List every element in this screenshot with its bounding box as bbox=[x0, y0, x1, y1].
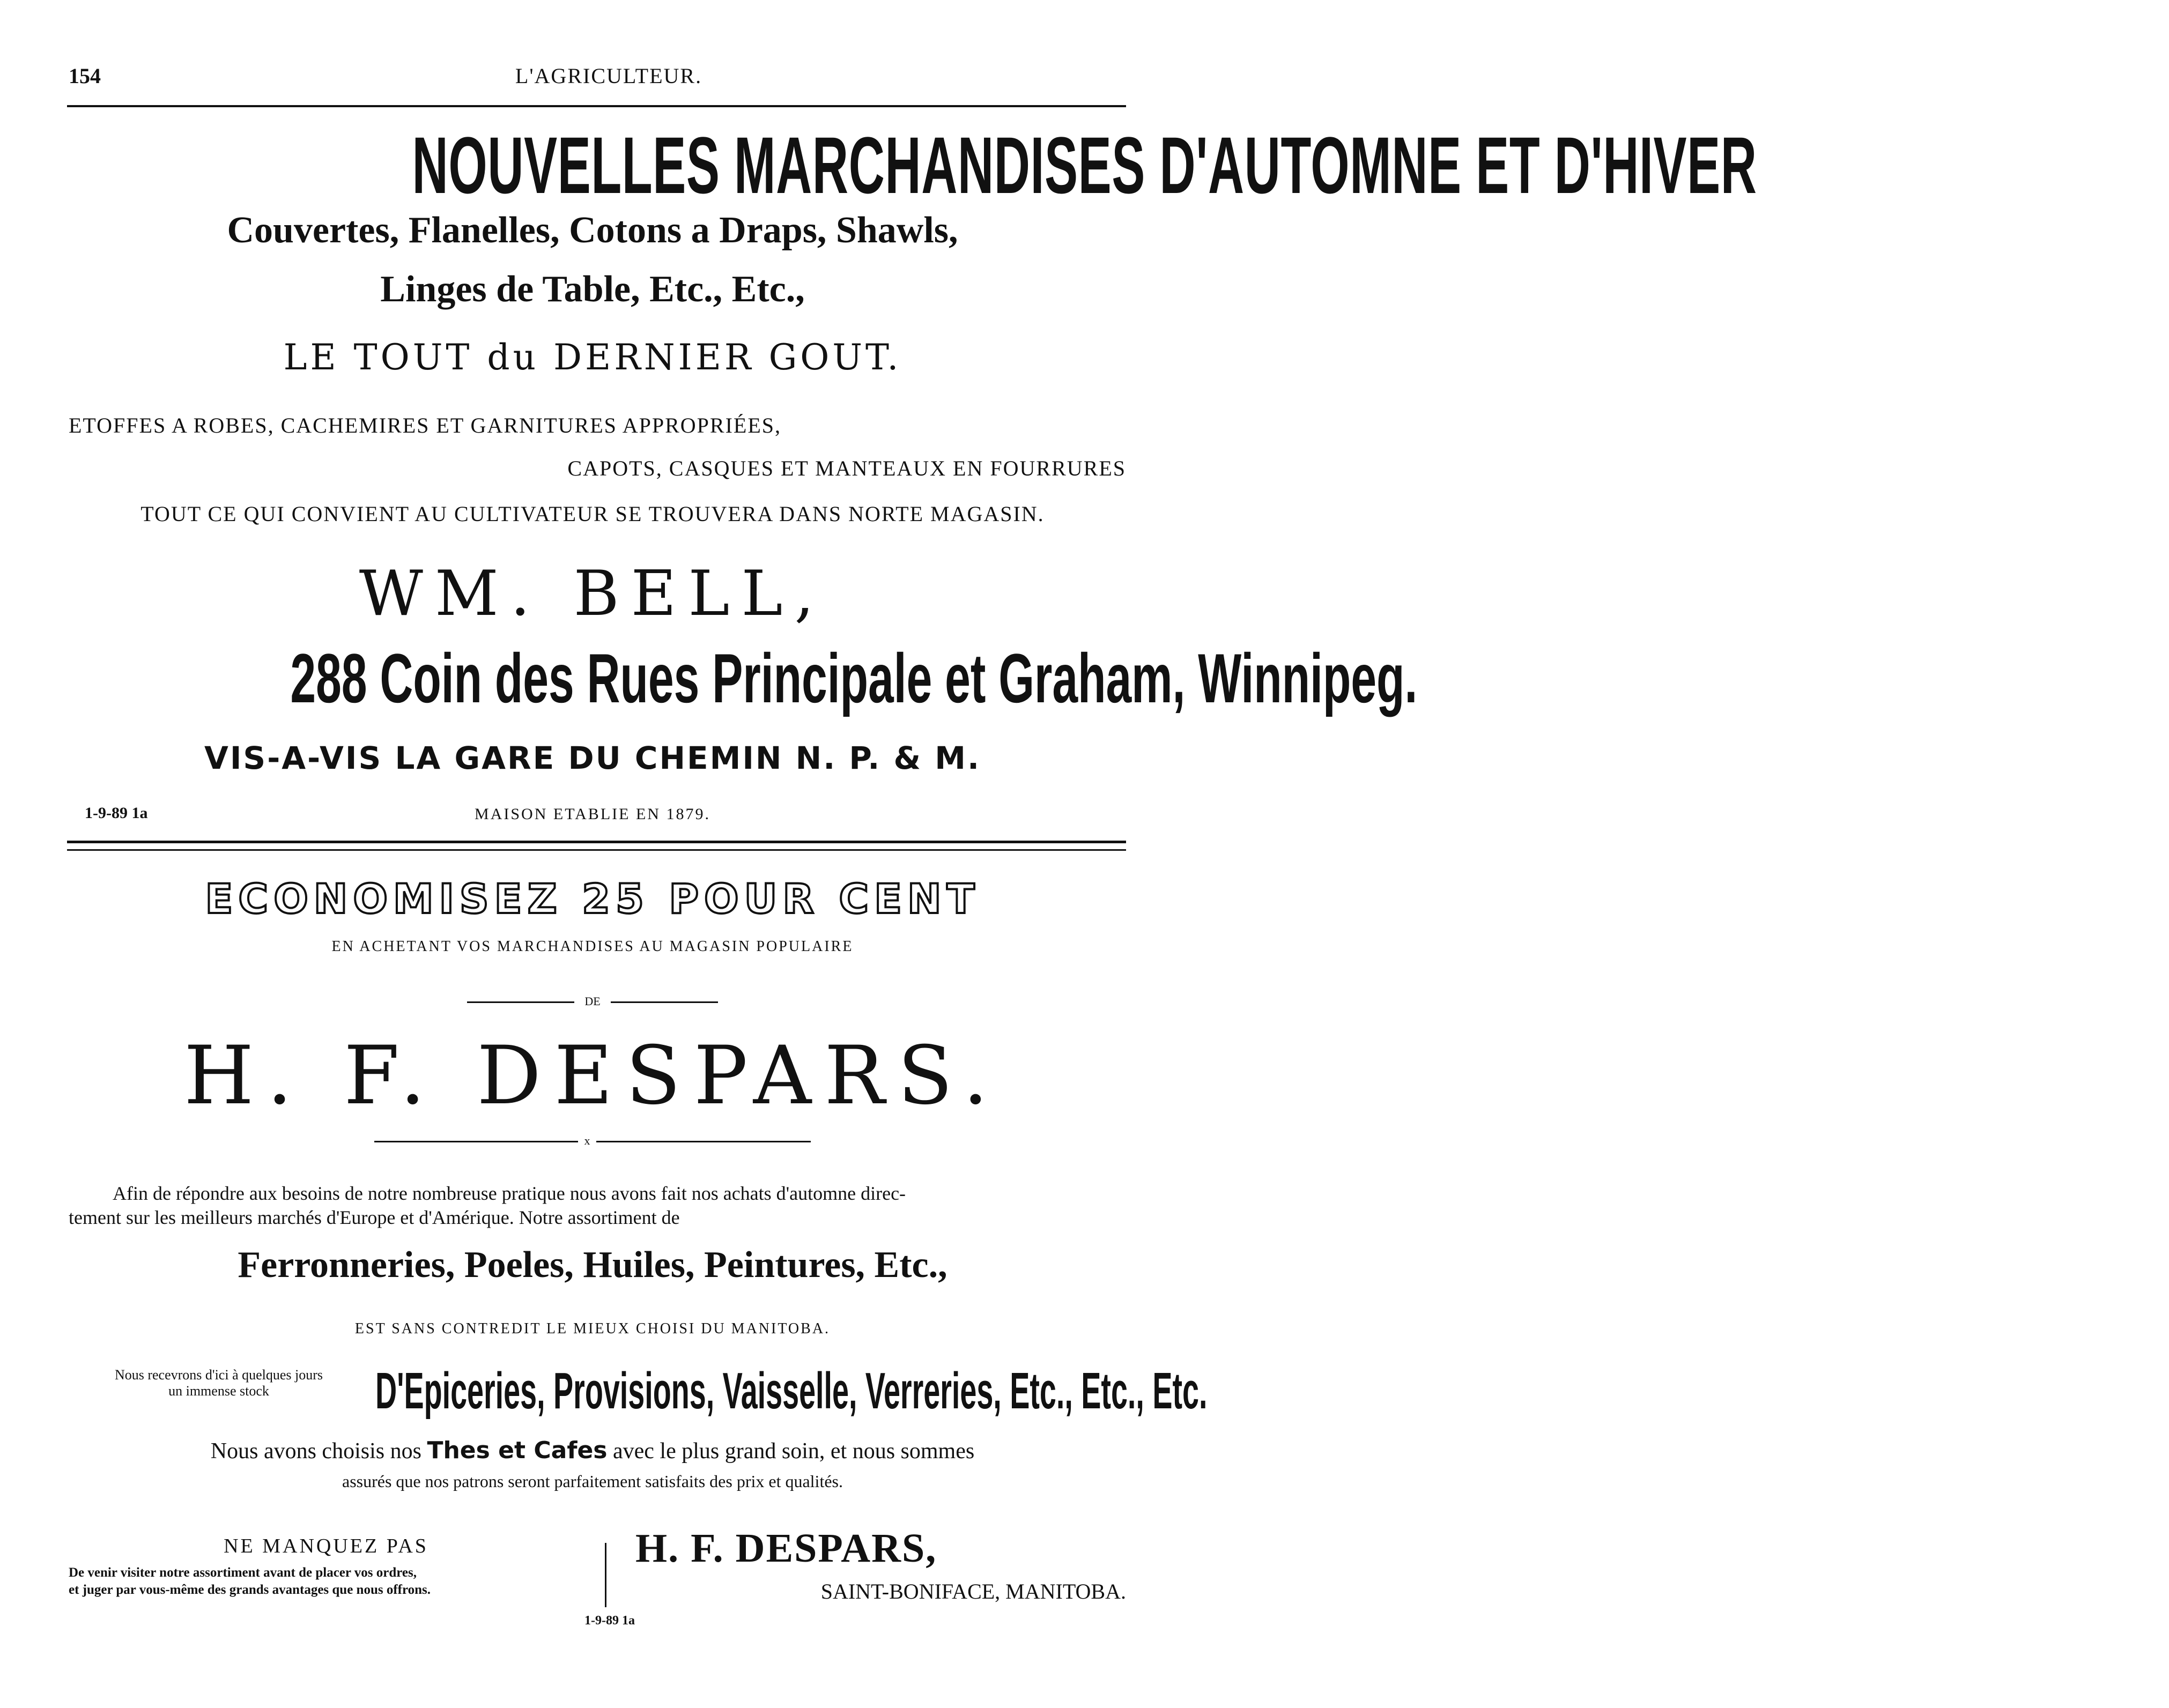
bell-tout: TOUT CE QUI CONVIENT AU CULTIVATEUR SE TROUVERA DANS NORTE MAGASIN. bbox=[140, 502, 1045, 526]
despars-separator-line bbox=[0, 1134, 1185, 1148]
bell-visavis: VIS-A-VIS LA GARE DU CHEMIN N. P. & M. bbox=[204, 740, 981, 776]
despars-separator: x bbox=[584, 1134, 590, 1147]
dash-right bbox=[611, 1001, 718, 1003]
despars-teas-pre: Nous avons choisis nos bbox=[210, 1439, 421, 1464]
despars-visit bbox=[69, 1564, 431, 1599]
despars-signature: H. F. DESPARS, bbox=[635, 1526, 937, 1571]
despars-teas-line2: assurés que nos patrons seront parfaitement satisfaits des prix et qualités. bbox=[342, 1472, 843, 1491]
despars-teas-line1 bbox=[0, 1437, 1185, 1464]
despars-teas-bold: Thes et Cafes bbox=[427, 1437, 608, 1464]
bell-tagline: LE TOUT du DERNIER GOUT. bbox=[283, 337, 902, 378]
despars-visit-line2: et juger par vous-même des grands avantages que nous offrons. bbox=[69, 1583, 431, 1597]
bell-etoffes: ETOFFES A ROBES, CACHEMIRES ET GARNITURES APPROPRIÉES, bbox=[69, 413, 781, 437]
bell-established: MAISON ETABLIE EN 1879. bbox=[475, 805, 710, 823]
despars-intro-line2: tement sur les meilleurs marchés d'Europe et d'Amérique. Notre assortiment de bbox=[69, 1207, 680, 1228]
dash-left bbox=[467, 1001, 574, 1003]
despars-intro-line1: Afin de répondre aux besoins de notre nombreuse pratique nous avons fait nos achats d'automne direc- bbox=[113, 1183, 906, 1204]
despars-nmp: NE MANQUEZ PAS bbox=[224, 1535, 428, 1557]
despars-de-line bbox=[0, 994, 1185, 1008]
despars-receive-line1: Nous recevrons d'ici à quelques jours bbox=[114, 1367, 323, 1383]
bell-capots: CAPOTS, CASQUES ET MANTEAUX EN FOURRURES bbox=[567, 456, 1126, 480]
divider-rule-top bbox=[67, 841, 1126, 843]
bell-code: 1-9-89 1a bbox=[85, 804, 148, 822]
bell-address: 288 Coin des Rues Principale et Graham, Winnipeg. bbox=[290, 639, 1418, 717]
despars-grocery: D'Epiceries, Provisions, Vaisselle, Verreries, Etc., Etc., Etc. bbox=[375, 1362, 1208, 1420]
sep-dash-right bbox=[596, 1141, 811, 1142]
despars-visit-line1: De venir visiter notre assortiment avant de placer vos ordres, bbox=[69, 1565, 417, 1580]
despars-receive bbox=[69, 1367, 369, 1399]
bell-headline: NOUVELLES MARCHANDISES D'AUTOMNE ET D'HIVER bbox=[412, 120, 1757, 210]
despars-de: DE bbox=[584, 994, 601, 1008]
bell-merchant: WM. BELL, bbox=[359, 558, 826, 630]
bell-goods-line2: Linges de Table, Etc., Etc., bbox=[380, 269, 805, 310]
sep-dash-left bbox=[374, 1141, 578, 1142]
despars-grocery-wrap bbox=[375, 1362, 1208, 1421]
vertical-bar bbox=[605, 1543, 606, 1607]
despars-subhead: EN ACHETANT VOS MARCHANDISES AU MAGASIN POPULAIRE bbox=[331, 938, 854, 955]
despars-headline: ECONOMISEZ 25 POUR CENT bbox=[205, 875, 980, 923]
bell-headline-wrap bbox=[0, 119, 1757, 212]
despars-receive-line2: un immense stock bbox=[168, 1383, 269, 1399]
despars-teas-post: avec le plus grand soin, et nous sommes bbox=[613, 1439, 975, 1464]
header-rule bbox=[67, 105, 1126, 107]
bell-address-wrap bbox=[0, 638, 1418, 718]
page-number: 154 bbox=[69, 64, 101, 88]
divider-rule-bottom bbox=[67, 849, 1126, 851]
despars-best: EST SANS CONTREDIT LE MIEUX CHOISI DU MANITOBA. bbox=[354, 1320, 831, 1337]
running-title: L'AGRICULTEUR. bbox=[515, 64, 702, 88]
despars-code: 1-9-89 1a bbox=[584, 1614, 635, 1628]
bell-goods-line1: Couvertes, Flanelles, Cotons a Draps, Shawls, bbox=[227, 210, 958, 251]
despars-location: SAINT-BONIFACE, MANITOBA. bbox=[820, 1579, 1126, 1603]
despars-goods: Ferronneries, Poeles, Huiles, Peintures, Etc., bbox=[238, 1244, 947, 1286]
despars-merchant: H. F. DESPARS. bbox=[183, 1029, 1002, 1123]
